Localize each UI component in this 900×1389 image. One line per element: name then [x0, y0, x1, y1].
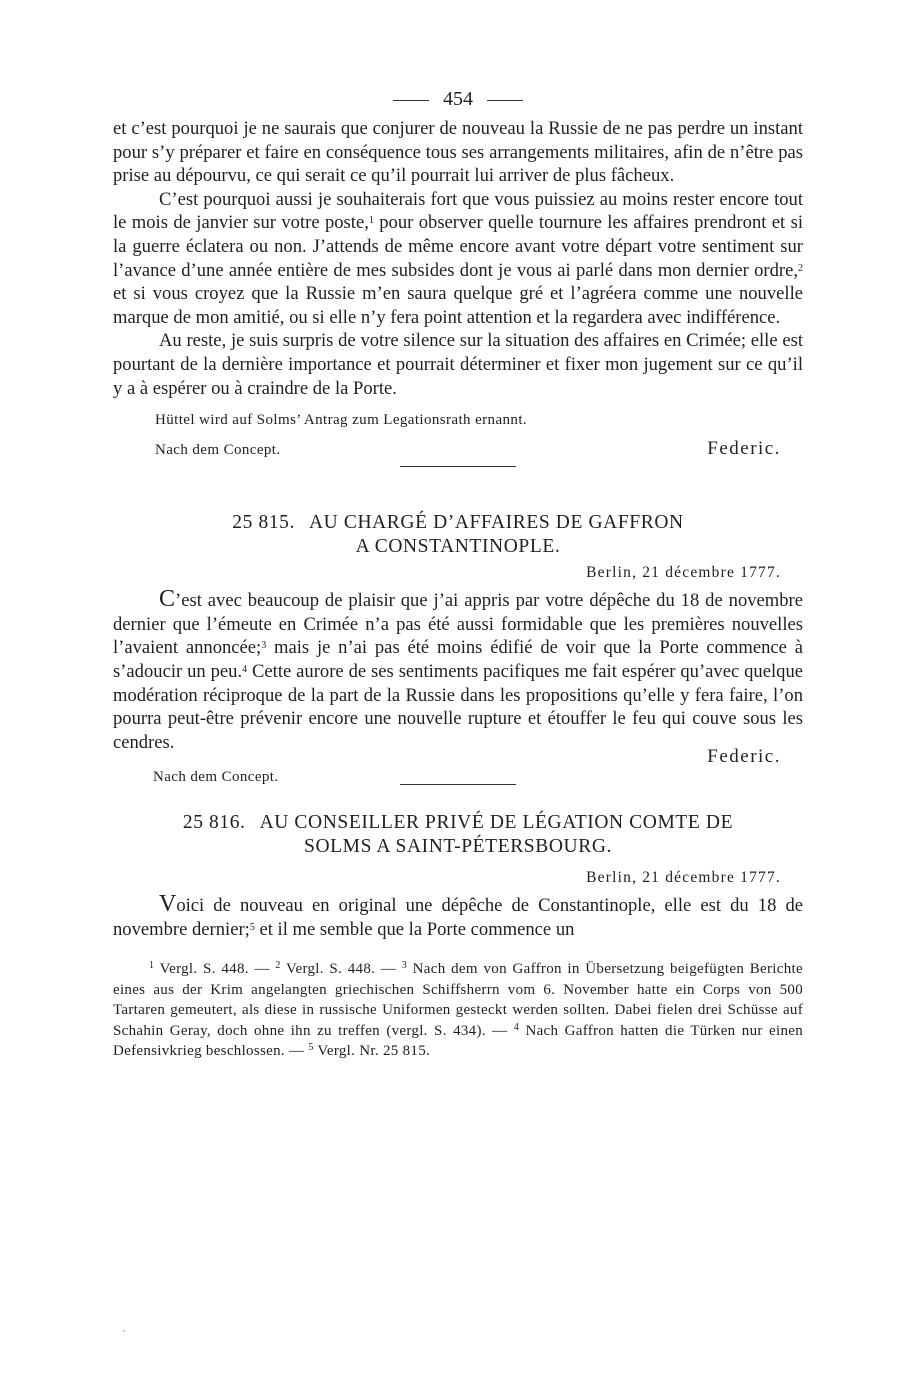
- footnote-number: 1: [149, 960, 155, 972]
- footnote-ref: 4: [242, 663, 248, 675]
- drop-cap: C: [159, 586, 176, 613]
- footnote-text: Vergl. S. 448. —: [280, 961, 402, 978]
- page-number-row: [113, 85, 803, 113]
- footnote-text: Nach dem von Gaffron in Übersetzung beigefügten Berichte eines aus der Krim angelangten griechischen Schiffsherrn vom 6. November hatte ein Corps von 500 Tartaren gemeutert, als diese in russische Uniformen gesteckt werden sollten. Dabei fielen drei Schüsse auf Schahin Geray, doch ohne ihn zu treffen (vergl. S. 434). —: [113, 961, 803, 1039]
- footnote-ref: 2: [798, 262, 803, 274]
- letter-heading-line1: [113, 811, 803, 835]
- footnote-number: 3: [401, 960, 408, 972]
- letter-body: [113, 588, 803, 754]
- section-divider: [400, 784, 516, 785]
- letter-title: AU CONSEILLER PRIVÉ DE LÉGATION COMTE DE: [259, 812, 734, 834]
- letter-text: Cette aurore de ses sentiments pacifiques me fait espérer qu’avec quelque modération réciproque de la part de la Russie dans les propositions qu’elle y fera faire, l’on pourra peut-être prévenir encore une nouvelle rupture et étouffer le feu qui couve sous les cendres.: [113, 660, 803, 753]
- drop-cap: V: [159, 891, 177, 918]
- footnote-text: Nach Gaffron hatten die Türken nur einen Defensivkrieg beschlossen. —: [113, 1022, 803, 1060]
- paragraph-weeks: [113, 188, 803, 330]
- source-signature-row: [113, 438, 803, 460]
- letter-title: AU CHARGÉ D’AFFAIRES DE GAFFRON: [309, 512, 684, 534]
- signature-row: [113, 746, 803, 768]
- footnote-ref: 1: [368, 215, 374, 227]
- editorial-note: Hüttel wird auf Solms’ Antrag zum Legationsrath ernannt.: [155, 412, 528, 429]
- document-page: [113, 85, 803, 1062]
- letter-heading-line2: SOLMS A SAINT-PÉTERSBOURG.: [304, 836, 612, 858]
- letter-heading-line1: [113, 511, 803, 535]
- letter-number: 25 815.: [232, 512, 295, 534]
- footnote-ref: 5: [249, 921, 255, 933]
- signature: Federic.: [707, 438, 781, 460]
- footnote-number: 2: [275, 960, 281, 972]
- page-number-dash-right: [487, 100, 523, 101]
- paragraph-text: C’est pourquoi aussi je souhaiterais fort que vous puissiez au moins rester encore tout le mois de janvier sur votre poste,: [113, 188, 803, 234]
- letter-heading-line2: A CONSTANTINOPLE.: [355, 536, 561, 558]
- paragraph-text: et si vous croyez que la Russie m’en saura quelque gré et l’agréera comme une nouvelle marque de mon amitié, ou si elle n’y fera point attention et la regardera avec indifférence.: [113, 283, 803, 328]
- footnote-number: 5: [308, 1042, 314, 1054]
- dateline: Berlin, 21 décembre 1777.: [586, 564, 781, 582]
- dateline: Berlin, 21 décembre 1777.: [586, 869, 781, 887]
- letter-text: mais je n’ai pas été moins édifié de voir que la Porte commence à s’adoucir un peu.: [113, 637, 803, 682]
- section-divider: [400, 466, 516, 467]
- page-number: 454: [443, 88, 473, 110]
- footnote-text: Vergl. Nr. 25 815.: [313, 1043, 431, 1060]
- paragraph-crimea: Au reste, je suis surpris de votre silence sur la situation des affaires en Crimée; elle est pourtant de la dernière importance et pourrait déterminer et fixer mon jugement sur ce qu’il y a à espérer ou à craindre de la Porte.: [113, 330, 803, 399]
- letter-text: oici de nouveau en original une dépêche de Constantinople, elle est du 18 de novembre dernier;: [113, 895, 803, 940]
- letter-heading: [113, 811, 803, 859]
- paragraph-text: pour observer quelle tournure les affaires prendront et si la guerre éclatera ou non. J’attends de même encore avant votre départ votre sentiment sur l’avance d’une année entière de mes subsides dont je vous ai parlé dans mon dernier ordre,: [113, 212, 803, 281]
- source-note: Nach dem Concept.: [153, 769, 279, 786]
- page-number-dash-left: [393, 100, 429, 101]
- letter-body: [113, 893, 803, 941]
- letter-heading: [113, 511, 803, 559]
- footnotes: [113, 959, 803, 1062]
- footnote-text: Vergl. S. 448. —: [154, 961, 276, 978]
- scan-speck: [123, 1330, 125, 1332]
- signature: Federic.: [707, 746, 781, 768]
- source-note: Nach dem Concept.: [155, 442, 281, 459]
- paragraph-continuation: et c’est pourquoi je ne saurais que conjurer de nouveau la Russie de ne pas perdre un instant pour s’y préparer et faire en conséquence tous ses arrangements militaires, afin de n’être pas prise au dépourvu, ce qui serait ce qu’il pourrait lui arriver de plus fâcheux.: [113, 118, 803, 187]
- letter-text: ’est avec beaucoup de plaisir que j’ai appris par votre dépêche du 18 de novembre dernier que l’émeute en Crimée n’a pas été aussi formidable que les premières nouvelles l’avaient annoncée;: [113, 590, 803, 659]
- footnote-number: 4: [513, 1021, 520, 1033]
- letter-number: 25 816.: [182, 812, 246, 834]
- letter-text: et il me semble que la Porte commence un: [254, 918, 575, 940]
- footnote-ref: 3: [261, 640, 267, 652]
